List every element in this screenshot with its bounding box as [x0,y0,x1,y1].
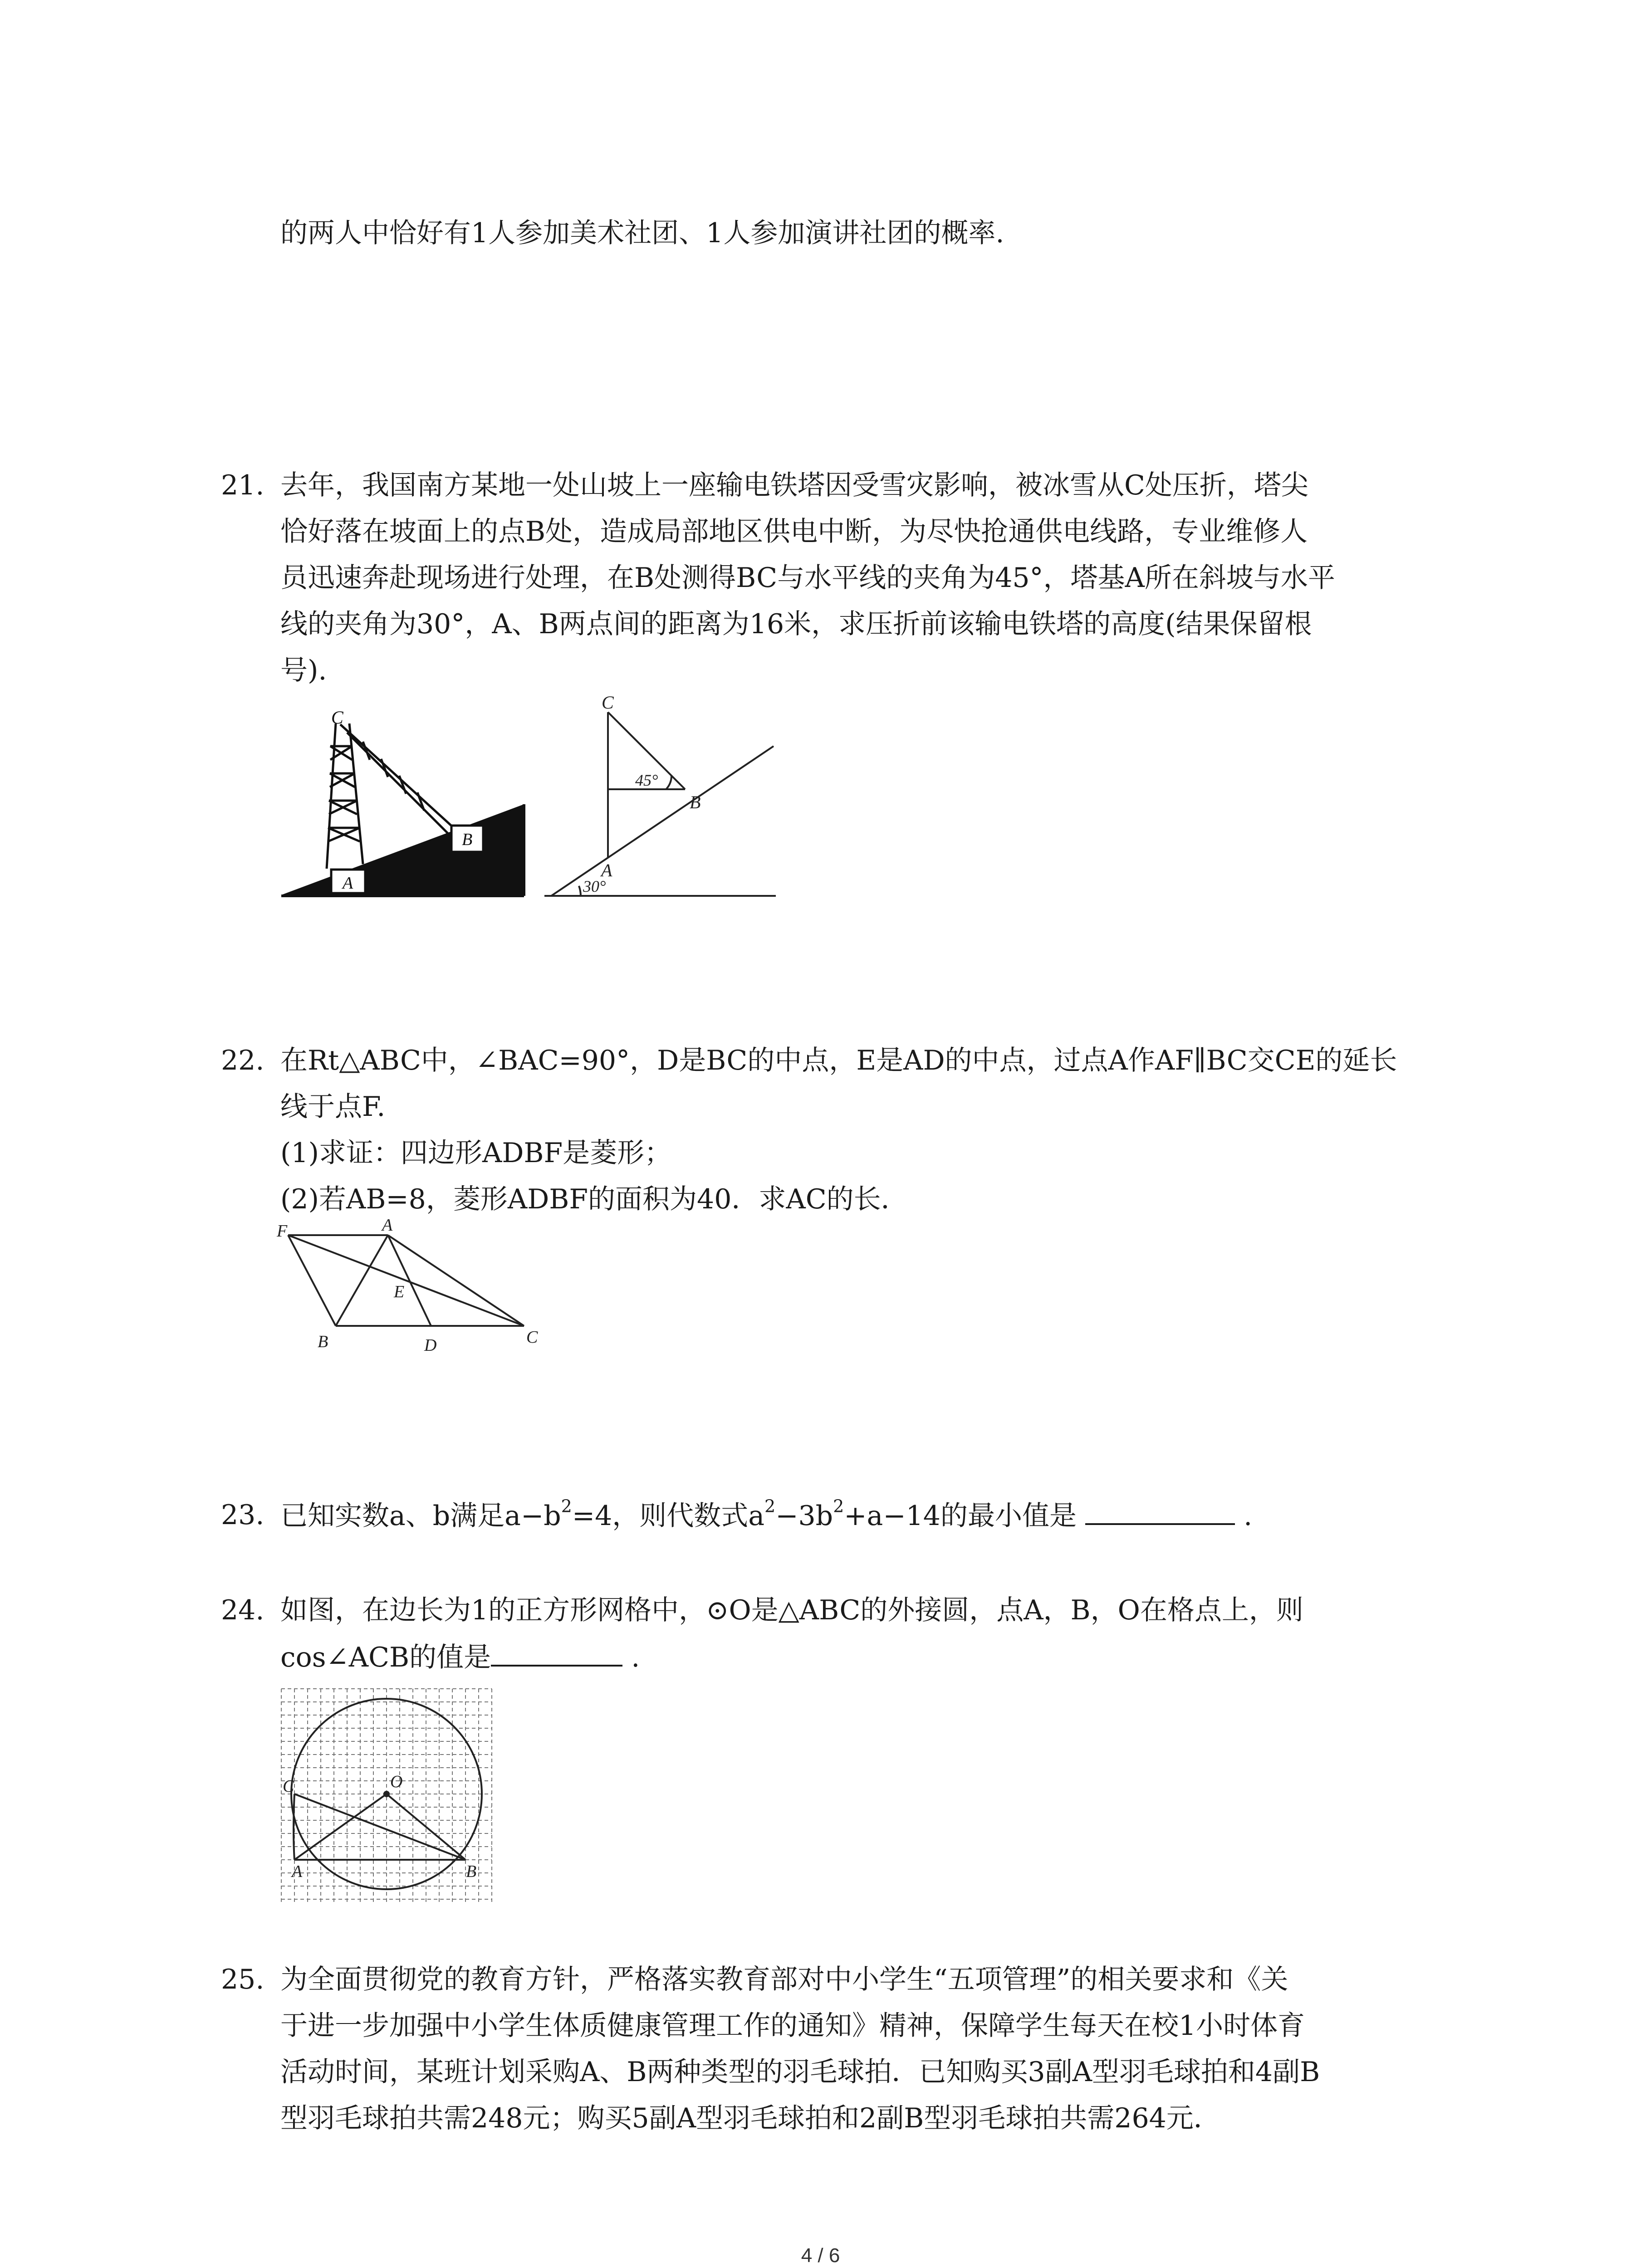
fig2-label-b: B [690,792,701,812]
fig22-label-f: F [277,1222,288,1241]
q22-line-2: 线于点F. [280,1091,386,1123]
fig24-label-a: A [292,1862,303,1881]
fig1-label-c: C [331,707,343,728]
fig1-label-b: B [462,830,473,849]
fig24-label-b: B [466,1862,477,1881]
q23-answer-blank[interactable] [1085,1496,1235,1525]
q21-line-3: 员迅速奔赴现场进行处理，在B处测得BC与水平线的夹角为45°，塔基A所在斜坡与水平 [280,562,1335,594]
fig24-label-o: O [390,1772,403,1791]
fig22-label-a: A [382,1219,393,1235]
rhombus-figure [272,1219,544,1355]
q21-line-2: 恰好落在坡面上的点B处，造成局部地区供电中断，为尽快抢通供电线路，专业维修人 [280,516,1308,547]
fig22-label-b: B [318,1332,328,1351]
tower-photo-figure [272,705,531,900]
q21-line-5: 号). [280,655,327,686]
q21-number: 21. [221,469,265,501]
q24-line-1: 如图，在边长为1的正方形网格中，⊙O是△ABC的外接圆，点A，B，O在格点上，则 [280,1594,1303,1626]
q21-line-4: 线的夹角为30°，A、B两点间的距离为16米，求压折前该输电铁塔的高度(结果保留根 [280,608,1312,640]
q24-line-2: cos∠ACB的值是 . [280,1637,640,1677]
q23-line: 已知实数a、b满足$a-b^2=4$，则代数式$a^2-3b^2+a-14$的最小值是 . [280,1496,1253,1532]
page-number: 4 / 6 [801,2244,840,2267]
q21-line-1: 去年，我国南方某地一处山坡上一座输电铁塔因受雪灾影响，被冰雪从C处压折，塔尖 [280,469,1308,501]
q22-part-2: (2)若AB=8，菱形ADBF的面积为40．求AC的长． [280,1183,908,1215]
q22-part-1: (1)求证：四边形ADBF是菱形； [280,1137,672,1169]
fig24-label-c: C [283,1777,294,1796]
fig2-angle-30: 30° [583,877,606,895]
q25-line-1: 为全面贯彻党的教育方针，严格落实教育部对中小学生“五项管理”的相关要求和《关 [280,1964,1288,1995]
q23-number: 23. [221,1499,265,1531]
fig2-label-c: C [602,692,614,713]
fig22-label-e: E [394,1282,405,1301]
fig2-angle-45: 45° [635,771,658,789]
fig22-label-c: C [526,1328,538,1347]
q22-number: 22. [221,1045,265,1076]
circle-grid-figure [279,1686,497,1904]
q25-line-2: 于进一步加强中小学生体质健康管理工作的通知》精神，保障学生每天在校1小时体育 [280,2010,1305,2042]
q25-number: 25. [221,1964,265,1995]
intro-line: 的两人中恰好有1人参加美术社团、1人参加演讲社团的概率. [280,217,1004,249]
q22-line-1: 在Rt△ABC中，∠BAC=90°，D是BC的中点，E是AD的中点，过点A作AF∥BC交CE的延长 [280,1045,1397,1076]
tower-geometry-figure [544,689,780,903]
fig2-label-a: A [601,860,612,880]
q24-answer-blank[interactable] [491,1637,622,1667]
q25-line-4: 型羽毛球拍共需248元；购买5副A型羽毛球拍和2副B型羽毛球拍共需264元． [280,2102,1221,2134]
q24-number: 24. [221,1594,265,1626]
fig1-label-a: A [343,874,353,893]
fig22-label-d: D [424,1336,437,1355]
q25-line-3: 活动时间，某班计划采购A、B两种类型的羽毛球拍．已知购买3副A型羽毛球拍和4副B [280,2056,1320,2088]
